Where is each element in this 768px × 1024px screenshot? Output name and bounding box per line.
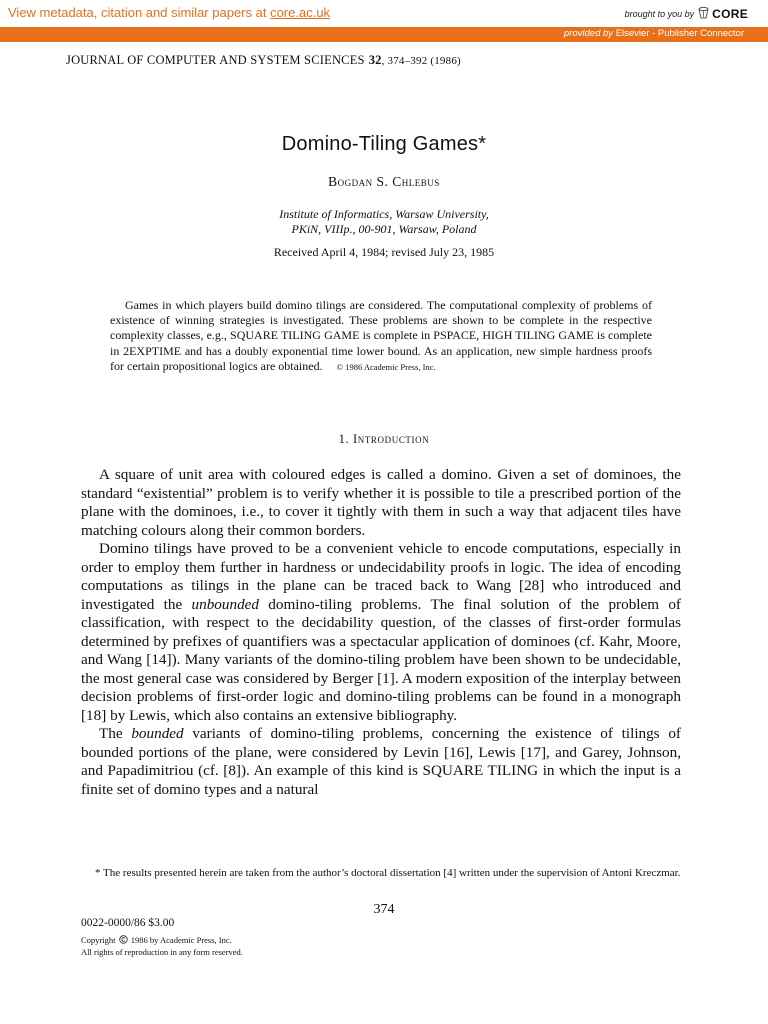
received-dates: Received April 4, 1984; revised July 23, 1985 [273,245,495,259]
footnote [81,866,681,880]
abstract-paragraph [110,298,652,375]
body-paragraph-3 [81,725,681,799]
copyright-year-publisher: 1986 by Academic Press, Inc. [130,935,232,945]
journal-pages-year: , 374–392 (1986) [381,55,461,67]
abstract [110,298,652,375]
provided-by-text [564,28,744,39]
page-number: 374 [373,902,395,917]
footer-copyright-line-1 [81,935,243,947]
core-brand-text: CORE [712,6,748,21]
core-brand[interactable] [625,6,748,21]
affiliation-line-2: PKiN, VIIIp., 00-901, Warsaw, Poland [291,222,477,236]
body-p3-text-b: variants of domino-tiling problems, concerning the existence of tilings of bounded portions of the plane, were considered by Levin [16], Lewis [17], and Garey, Johnson, and Papadimitriou (cf. [8]). An example of this kind is SQUARE TILING in which the input is a finite set of domino types and a natural [81,725,681,798]
paper-title: Domino-Tiling Games* [281,133,487,155]
journal-name: JOURNAL OF COMPUTER AND SYSTEM SCIENCES [66,53,365,67]
body-paragraph-1 [81,466,681,540]
footnote-paragraph: * The results presented herein are taken from the author’s doctoral dissertation [4] written under the supervision of Antoni Kreczmar. [95,867,681,879]
abstract-text: Games in which players build domino tilings are considered. The computational complexity of problems of existence of winning strategies is investigated. These problems are shown to be complete in the respective complexity classes, e.g., SQUARE TILING GAME is complete in PSPACE, HIGH TILING GAME is complete in 2EXPTIME and has a doubly exponential time lower bound. As an application, new simple hardness proofs for certain propositional logics are obtained. [110,298,652,373]
abstract-copyright: © 1986 Academic Press, Inc. [336,361,436,372]
body-paragraph-2 [81,540,681,725]
body-p2-text-b: domino-tiling problems. The final solution of the problem of classification, with respect to the decidability question, of the classes of first-order formulas determined by prefixes of quantifiers was a spectacular application of dominoes (cf. Kahr, Moore, and Wang [14]). Many variants of the domino-tiling problem have been shown to be undecidable, the most general case was considered by Berger [1]. A modern exposition of the interplay between decision problems of first-order logic and domino-tiling problems can be found in a monograph [18] by Lewis, which also contains an extensive bibliography. [81,595,681,724]
body-p3-text-a: The [99,725,132,742]
section-number: 1. [338,432,350,446]
copyright-icon [119,935,128,947]
journal-volume: 32 [368,53,382,67]
body-p3-emphasis: bounded [131,725,184,742]
affiliation-line-1: Institute of Informatics, Warsaw University, [279,207,489,221]
core-metadata-text[interactable]: View metadata, citation and similar papers at [8,5,267,20]
provided-by-source: Elsevier - Publisher Connector [615,28,744,39]
provided-by-label: provided by [563,28,614,39]
copyright-word: Copyright [81,935,116,945]
body-p2-text-a: Domino tilings have proved to be a convenient vehicle to encode computations, especially in order to employ them further in hardness or undecidability proofs in logic. The idea of encoding computations as tilings in the plane can be traced back to Wang [28] who introduced and investigated the [81,540,681,613]
brought-to-you-text: brought to you by [624,8,695,19]
core-metadata-link-area[interactable] [8,5,330,20]
journal-reference [66,53,461,68]
core-banner [0,0,768,28]
provided-by-bar [0,27,768,42]
body-p1-text: A square of unit area with coloured edges is called a domino. Given a set of dominoes, the standard “existential” problem is to verify whether it is possible to tile a prescribed portion of the plane with the dominoes, i.e., to cover it tightly with them in such a way that adjacent tiles have matching colours along their common borders. [81,466,681,539]
body-text [81,466,681,799]
core-link[interactable]: core.ac.uk [270,5,331,20]
body-p2-emphasis: unbounded [191,595,260,613]
paper-author: Bogdan S. Chlebus [328,174,440,189]
footer-copyright-line-2: All rights of reproduction in any form reserved. [81,946,243,957]
core-logo-icon [697,6,712,21]
section-heading [0,432,768,447]
section-title: Introduction [352,432,430,446]
footer-copyright [81,935,243,957]
issn-price: 0022-0000/86 $3.00 [81,917,175,929]
